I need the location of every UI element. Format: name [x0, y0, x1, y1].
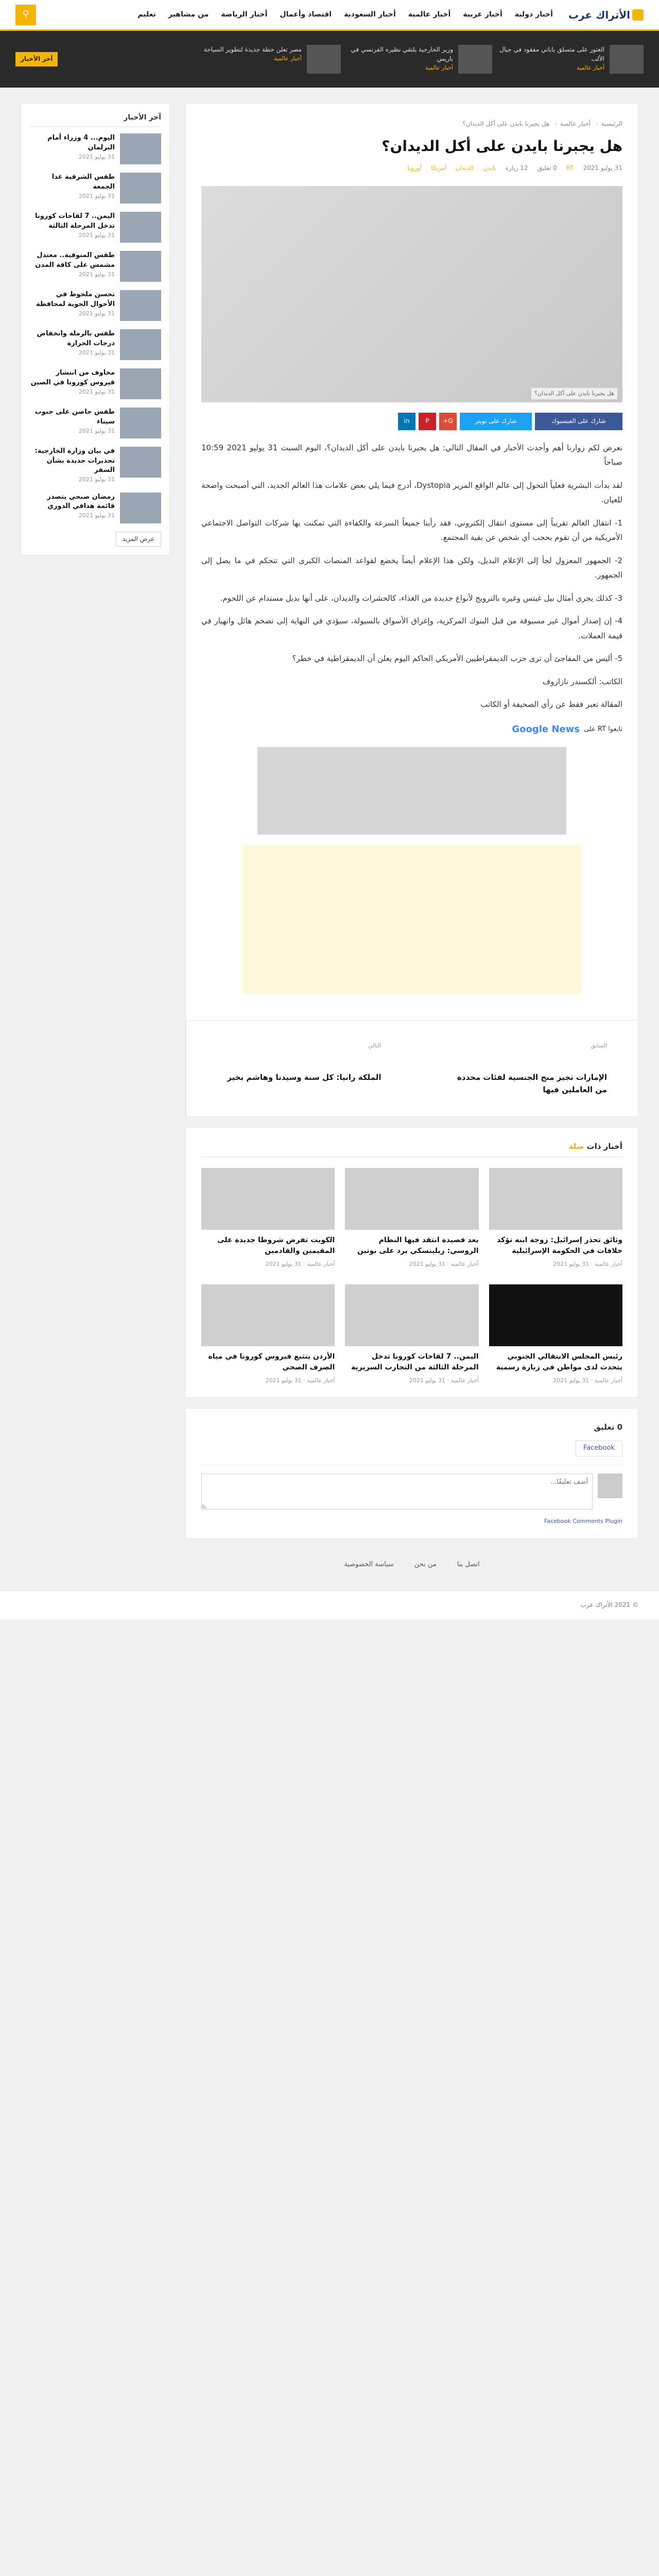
ticker-thumb — [307, 45, 341, 74]
related-card-meta: أخبار عالمية · 31 يوليو 2021 — [409, 1377, 479, 1384]
footer-link[interactable]: من نحن — [414, 1560, 437, 1568]
avatar — [598, 1473, 622, 1498]
sidebar-item-date: 31 يوليو 2021 — [78, 270, 115, 278]
paragraph: الكاتب: ألكسندر نازاروف — [542, 676, 622, 686]
promo-slot — [242, 845, 582, 994]
sidebar-item-date: 31 يوليو 2021 — [78, 349, 115, 356]
related-card-title[interactable]: الأردن يتتبع فيروس كورونا في مياه الصرف الصحي — [208, 1352, 335, 1371]
prev-label: السابق — [591, 1042, 607, 1049]
search-icon: ⚲ — [22, 9, 29, 20]
sidebar-item-date: 31 يوليو 2021 — [78, 231, 115, 239]
related-title-text: أخبار ذات — [586, 1141, 622, 1151]
sidebar-item-date: 31 يوليو 2021 — [78, 427, 115, 434]
related-card-title[interactable]: الكويت تفرض شروطا جديدة على المقيمين والقادمين — [217, 1235, 335, 1255]
sidebar-item-title[interactable]: اليوم... 4 وزراء أمام البرلمان — [47, 134, 115, 151]
sidebar-item[interactable] — [29, 493, 161, 523]
sidebar-item[interactable] — [29, 251, 161, 282]
logo-mark-icon — [632, 9, 644, 21]
related-title-highlight: صلة — [568, 1141, 584, 1151]
sidebar-item[interactable] — [29, 173, 161, 204]
google-news-follow[interactable] — [201, 722, 622, 737]
related-card-title[interactable]: بعد قصيدة انتقد فيها النظام الروسي: زيلينسكي يرد على بوتين — [357, 1235, 479, 1255]
comment-box — [201, 1465, 622, 1510]
footer-bottom — [0, 1590, 659, 1619]
paragraph: 2- الجمهور المعزول لجأ إلى الإعلام البديل، ولكن هذا الإعلام أيضاً يخضع لقواعد المنصات الكبرى التي تتحكم في ما يصل إلى الجمهور. — [201, 555, 622, 580]
meta-tag[interactable]: الديدان — [456, 164, 474, 172]
paragraph: 5- أليس من المفاجئ أن ترى حزب الديمقراطيين الأمريكي الحاكم اليوم يعلن أن الديمقراطية في خطر؟ — [292, 654, 622, 664]
ticker-label: آخر الأخبار — [15, 52, 58, 66]
related-card[interactable] — [489, 1168, 622, 1269]
crumb-category[interactable]: أخبار عالمية — [560, 120, 591, 127]
paragraph: المقالة تعبر فقط عن رأي الصحيفة أو الكاتب — [480, 700, 622, 709]
sidebar-item[interactable] — [29, 368, 161, 399]
related-thumb[interactable] — [345, 1168, 478, 1230]
ticker-thumb — [610, 45, 644, 74]
ticker-card[interactable] — [348, 45, 492, 74]
meta-author[interactable]: RT — [566, 164, 574, 172]
sidebar-thumb[interactable] — [120, 290, 161, 321]
google-news-logo[interactable]: Google News — [512, 723, 580, 735]
sidebar-item-date: 31 يوليو 2021 — [78, 153, 115, 160]
next-label: التالي — [368, 1042, 381, 1049]
ticker-thumb — [458, 45, 492, 74]
search-button[interactable] — [15, 5, 36, 25]
meta-tag[interactable]: أمريكا — [431, 164, 447, 172]
sidebar-thumb[interactable] — [120, 408, 161, 438]
sidebar-item-date: 31 يوليو 2021 — [78, 476, 115, 483]
share-google-button[interactable] — [439, 413, 457, 430]
nav-item[interactable]: أخبار السعودية — [344, 10, 396, 19]
sidebar-item-title[interactable]: في بيان وزارة الخارجية: تحذيرات جديدة بشأن السفر — [34, 447, 115, 474]
nav-item[interactable]: اقتصاد وأعمال — [280, 10, 332, 19]
sidebar-item-date: 31 يوليو 2021 — [78, 388, 115, 395]
related-title — [201, 1140, 622, 1158]
main-column — [185, 103, 638, 1580]
nav-item[interactable]: أخبار الرياضة — [221, 10, 268, 19]
share-pinterest-button[interactable] — [419, 413, 436, 430]
sidebar-item-title[interactable]: رمضان صبحي يتصدر قائمة هدافي الدوري — [47, 493, 115, 510]
nav-item[interactable]: أخبار عربية — [463, 10, 502, 19]
related-card-meta: أخبار عالمية · 31 يوليو 2021 — [265, 1260, 335, 1267]
sidebar-item[interactable] — [29, 329, 161, 360]
paragraph: 4- إن إصدار أموال غير مسبوقة من قبل البنوك المركزية، وإغراق الأسواق بالسيولة، سيؤدي في النهاية إلى تضخم هائل وانهيار في قيمة العملات. — [201, 616, 622, 640]
prev-next-nav — [185, 1021, 638, 1117]
related-card-meta: أخبار عالمية · 31 يوليو 2021 — [265, 1377, 335, 1384]
related-card-meta: أخبار عالمية · 31 يوليو 2021 — [553, 1260, 622, 1267]
crumb-home[interactable]: الرئيسية — [601, 120, 622, 127]
related-card-meta: أخبار عالمية · 31 يوليو 2021 — [553, 1377, 622, 1384]
show-more-button[interactable]: عرض المزيد — [116, 532, 161, 547]
sidebar-item[interactable] — [29, 133, 161, 164]
ticker-title[interactable]: وزير الخارجية يلتقي نظيره الفرنسي في باريس — [351, 46, 453, 62]
next-title[interactable]: الملكة رانيا: كل سنة وسيدنا وهاشم بخير — [227, 1072, 381, 1082]
sidebar-item-title[interactable]: طقس بالرملة وانخفاض درجات الحرارة — [37, 330, 115, 347]
related-card[interactable] — [489, 1284, 622, 1385]
next-post-link[interactable] — [186, 1021, 412, 1116]
sidebar-item-title[interactable]: طقس الشرقية غدا الجمعة — [51, 173, 115, 191]
sidebar-item[interactable] — [29, 212, 161, 243]
meta-comments[interactable]: 0 تعليق — [537, 164, 557, 172]
breaking-ticker — [0, 31, 659, 88]
comments-plugin-label[interactable]: Facebook Comments Plugin — [544, 1517, 622, 1524]
meta-date: 31 يوليو 2021 — [583, 164, 622, 172]
related-card[interactable] — [345, 1168, 478, 1269]
comment-input[interactable] — [201, 1473, 593, 1510]
related-thumb[interactable] — [201, 1284, 335, 1346]
prev-title[interactable]: الإمارات تجيز منح الجنسية لفئات محددة من العاملين فيها — [457, 1072, 607, 1094]
related-card-meta: أخبار عالمية · 31 يوليو 2021 — [409, 1260, 479, 1267]
ticker-title[interactable]: العثور على متسلق ياباني مفقود في جبال الألب — [499, 46, 604, 62]
copyright: © 2021 الأتراك عرب — [580, 1601, 638, 1609]
google-plus-icon: G+ — [443, 417, 453, 425]
sidebar-item[interactable] — [29, 447, 161, 484]
top-navbar — [0, 0, 659, 31]
sidebar-thumb[interactable] — [120, 173, 161, 204]
footer-link[interactable]: سياسة الخصوصية — [344, 1560, 394, 1568]
sidebar-item-title[interactable]: طقس حاضن على جنوب سيناء — [34, 408, 115, 426]
related-card[interactable] — [201, 1284, 335, 1385]
footer-links — [185, 1539, 638, 1581]
sidebar-thumb[interactable] — [120, 133, 161, 164]
nav-item[interactable]: تعليم — [137, 10, 156, 19]
sidebar-thumb[interactable] — [120, 212, 161, 243]
sidebar-item[interactable] — [29, 290, 161, 321]
crumb-current: هل يجبرنا بايدن على أكل الديدان؟ — [462, 120, 550, 127]
related-thumb[interactable] — [489, 1284, 622, 1346]
comments-section — [185, 1408, 638, 1538]
pinterest-icon: P — [425, 417, 429, 425]
breadcrumb: الرئيسية› أخبار عالمية› هل يجبرنا بايدن على أكل الديدان؟ — [462, 120, 622, 127]
hero-image — [201, 186, 622, 402]
sidebar-thumb[interactable] — [120, 329, 161, 360]
share-linkedin-button[interactable] — [398, 413, 415, 430]
article-title: هل يجبرنا بايدن على أكل الديدان؟ — [381, 138, 622, 155]
related-card[interactable] — [345, 1284, 478, 1385]
main-menu — [36, 9, 553, 20]
sidebar-thumb[interactable] — [120, 368, 161, 399]
gnews-text: تابعوا RT على — [584, 725, 622, 733]
nav-item[interactable]: أخبار عالمية — [408, 10, 451, 19]
related-card[interactable] — [201, 1168, 335, 1269]
related-thumb[interactable] — [201, 1168, 335, 1230]
sidebar-item-title[interactable]: مخاوف من انتشار فيروس كورونا في الصين — [30, 369, 115, 386]
related-thumb[interactable] — [345, 1284, 478, 1346]
ad-slot — [257, 747, 566, 835]
nav-item[interactable]: من مشاهير — [168, 10, 209, 19]
linkedin-icon: in — [404, 417, 410, 425]
sidebar-item-title[interactable]: طقس المنوفية.. معتدل مشمس على كافة المدن — [35, 251, 115, 269]
hero-caption: هل يجبرنا بايدن على أكل الديدان؟ — [531, 388, 617, 399]
ticker-title[interactable]: مصر تعلن خطة جديدة لتطوير السياحة — [203, 46, 302, 53]
footer-link[interactable]: اتصل بنا — [457, 1560, 480, 1568]
comments-count: 0 تعليق — [594, 1422, 622, 1432]
paragraph: 1- انتقال العالم تقريباً إلى مستوى انتقال إلكتروني، فقد رأينا جميعاً السرعة والكفاءة التي تمكنت بها شركات التواصل الاجتماعي الأمريكية من أن تقوم بحجب أي شخص عن بقية المجتمع. — [201, 518, 622, 543]
related-posts — [185, 1127, 638, 1398]
related-card-title[interactable]: وثائق تحذر إسرائيل: زوجة ابنه تؤكد خلافات في الحكومة الإسرائيلية — [497, 1235, 622, 1255]
latest-news-widget — [21, 103, 170, 555]
ticker-card[interactable] — [197, 45, 341, 74]
sidebar-item[interactable] — [29, 408, 161, 438]
sidebar-thumb[interactable] — [120, 251, 161, 282]
prev-post-link[interactable] — [412, 1021, 638, 1116]
sidebar-item-title[interactable]: تحسن ملحوظ في الأحوال الجوية لمحافظة — [36, 291, 115, 308]
sidebar — [21, 103, 170, 1580]
article-meta — [201, 163, 622, 173]
related-card-title[interactable]: رئيس المجلس الانتقالي الجنوبي يتحدث لدى مواطن في زيارة رسمية — [496, 1352, 622, 1371]
sidebar-thumb[interactable] — [120, 493, 161, 523]
share-bar — [201, 413, 622, 430]
meta-tag[interactable]: أوروبا — [407, 164, 422, 172]
sidebar-item-date: 31 يوليو 2021 — [78, 192, 115, 199]
sidebar-thumb[interactable] — [120, 447, 161, 478]
related-card-title[interactable]: اليمن.. 7 لقاحات كورونا تدخل المرحلة الثالثة من التجارب السريرية — [351, 1352, 479, 1371]
article-body — [201, 440, 622, 712]
sidebar-item-date: 31 يوليو 2021 — [78, 310, 115, 317]
site-name: الأتراك عرب — [568, 8, 630, 21]
paragraph: نعرض لكم زوارنا أهم وأحدث الأخبار في المقال التالي: هل يجبرنا بايدن على أكل الديدان؟، اليوم السبت 31 يوليو 2021 10:59 صباحاً — [201, 443, 622, 467]
nav-item[interactable]: أخبار دولية — [514, 10, 553, 19]
ticker-category[interactable]: أخبار عالمية — [273, 55, 302, 62]
sidebar-item-title[interactable]: اليمن.. 7 لقاحات كورونا تدخل المرحلة الثالثة — [34, 212, 115, 230]
meta-views: 12 زيارة — [505, 164, 528, 172]
paragraph: لقد بدأت البشرية فعلياً التحول إلى عالم الواقع المرير Dystopia، أدرج فيما يلي بعض علامات هذا العالم الجديد، التي أصبحت واضحة للعيان. — [201, 480, 622, 505]
ticker-category[interactable]: أخبار عالمية — [425, 64, 453, 71]
paragraph: 3- كذلك يجري أمثال بيل غيتس وغيره بالترويج لأنواع جديدة من الغذاء، كالحشرات والديدان، على أنها بديل مستدام عن اللحوم. — [220, 593, 622, 603]
site-logo[interactable] — [568, 7, 644, 23]
sidebar-title: آخر الأخبار — [29, 112, 161, 127]
related-thumb[interactable] — [489, 1168, 622, 1230]
meta-tag[interactable]: بايدن — [483, 164, 496, 172]
ticker-card[interactable] — [499, 45, 644, 74]
article — [185, 103, 638, 1021]
share-twitter-button[interactable]: شارك على تويتر — [460, 413, 532, 430]
ticker-category[interactable]: أخبار عالمية — [576, 64, 604, 71]
share-facebook-button[interactable]: شارك على الفيسبوك — [535, 413, 622, 430]
facebook-comments-tab[interactable]: Facebook — [576, 1440, 622, 1456]
sidebar-item-date: 31 يوليو 2021 — [78, 512, 115, 519]
